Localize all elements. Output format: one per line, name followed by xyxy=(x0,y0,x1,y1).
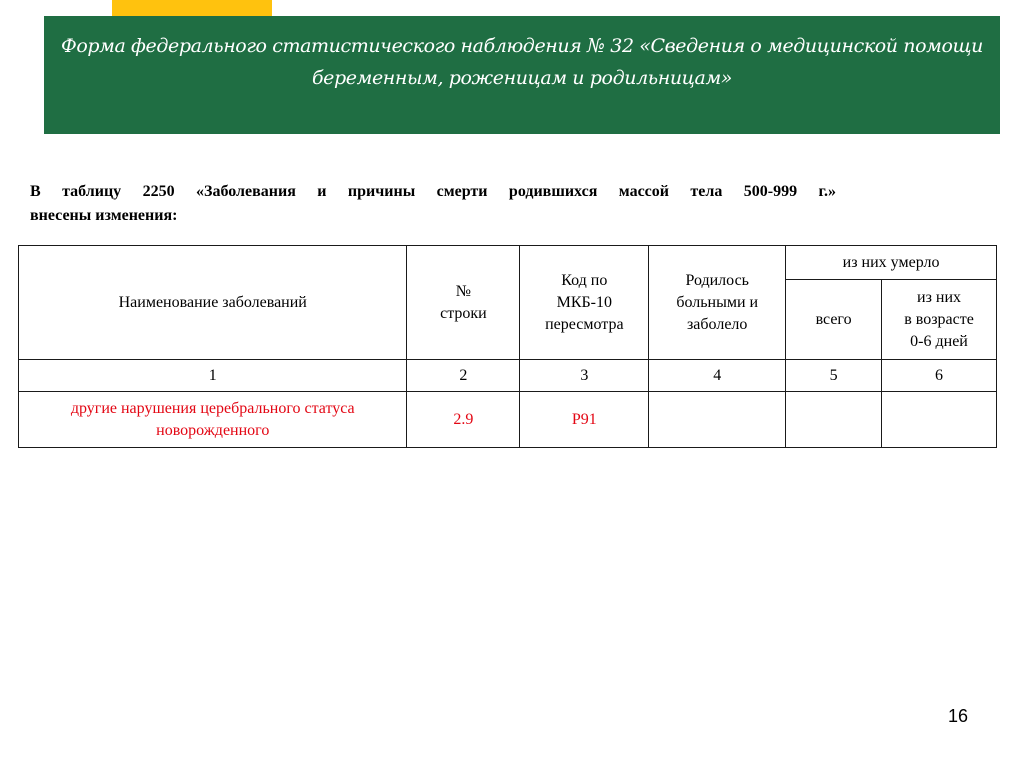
cell-died-0-6-days xyxy=(882,392,997,448)
header-row-number: № строки xyxy=(407,246,520,360)
cell-disease-name: другие нарушения церебрального статуса новорожденного xyxy=(19,392,407,448)
header-died-group: из них умерло xyxy=(786,246,997,280)
intro-line-2: внесены изменения: xyxy=(30,207,178,224)
column-number: 1 xyxy=(19,360,407,392)
header-icd-code: Код по МКБ-10 пересмотра xyxy=(520,246,649,360)
header-disease-name: Наименование заболеваний xyxy=(19,246,407,360)
cell-died-total xyxy=(786,392,882,448)
column-number: 4 xyxy=(649,360,786,392)
cell-born-sick xyxy=(649,392,786,448)
slide-title xyxy=(44,30,1000,94)
title-line-1: Форма федерального статистического наблюдения № 32 «Сведения о медицинской помощи xyxy=(60,35,984,57)
page-number: 16 xyxy=(947,706,968,726)
title-banner xyxy=(44,16,1000,134)
intro-line-1: В таблицу 2250 «Заболевания и причины смерти родившихся массой тела 500-999 г.» xyxy=(30,183,836,200)
column-number: 6 xyxy=(882,360,997,392)
header-died-0-6-days: из них в возрасте 0-6 дней xyxy=(882,280,997,360)
header-died-total: всего xyxy=(786,280,882,360)
table-header-row xyxy=(19,246,997,280)
intro-text xyxy=(30,180,850,228)
cell-row-number: 2.9 xyxy=(407,392,520,448)
accent-bar xyxy=(112,0,272,16)
changes-table xyxy=(18,245,997,448)
table-row xyxy=(19,392,997,448)
column-number: 5 xyxy=(786,360,882,392)
cell-icd-code: P91 xyxy=(520,392,649,448)
column-number: 3 xyxy=(520,360,649,392)
column-number-row xyxy=(19,360,997,392)
header-born-sick: Родилось больными и заболело xyxy=(649,246,786,360)
title-line-2: беременным, роженицам и родильницам» xyxy=(311,67,733,89)
column-number: 2 xyxy=(407,360,520,392)
